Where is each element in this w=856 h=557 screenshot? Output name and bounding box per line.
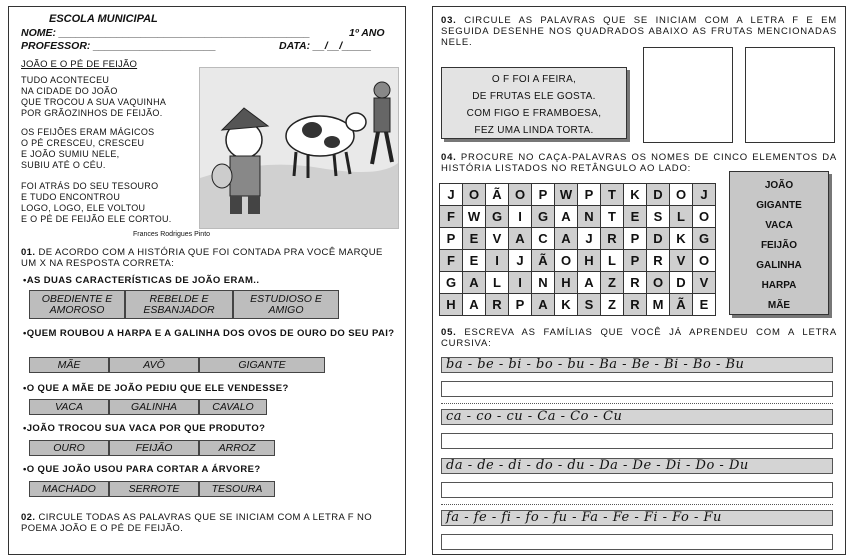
grid-row	[440, 228, 716, 250]
grid-cell[interactable]: E	[624, 206, 647, 228]
grid-row	[440, 206, 716, 228]
grid-cell[interactable]: Ã	[486, 184, 509, 206]
writing-line[interactable]	[441, 381, 833, 397]
grade-label: 1º ANO	[349, 27, 385, 39]
writing-line[interactable]	[441, 534, 833, 550]
grid-cell[interactable]: P	[440, 228, 463, 250]
grid-cell[interactable]: R	[601, 228, 624, 250]
grid-cell[interactable]: T	[601, 206, 624, 228]
date-field[interactable]: DATA: __/__/_____	[279, 40, 372, 52]
grid-cell[interactable]: P	[624, 250, 647, 272]
grid-cell[interactable]: O	[693, 250, 716, 272]
grid-cell[interactable]: L	[486, 272, 509, 294]
word-list-item: FEIJÃO	[760, 240, 798, 251]
grid-cell[interactable]: A	[555, 228, 578, 250]
grid-cell[interactable]: A	[463, 272, 486, 294]
grid-cell[interactable]: Z	[601, 272, 624, 294]
question-5-text: ESCREVA AS FAMÍLIAS QUE VOCÊ JÁ APRENDEU COM A LETRA CURSIVA:	[441, 327, 837, 349]
drawing-box-2[interactable]	[745, 47, 835, 143]
word-list-item: HARPA	[761, 280, 797, 291]
grid-cell[interactable]: K	[555, 294, 578, 316]
grid-row	[440, 250, 716, 272]
answer-option[interactable]: CAVALO	[199, 399, 267, 415]
subquestion-4: •JOÃO TROCOU SUA VACA POR QUE PRODUTO?	[23, 423, 266, 434]
grid-cell[interactable]: O	[555, 250, 578, 272]
grid-cell[interactable]: R	[624, 294, 647, 316]
grid-cell[interactable]: A	[532, 294, 555, 316]
word-list-item: GIGANTE	[756, 200, 802, 211]
grid-cell[interactable]: A	[555, 206, 578, 228]
grid-cell[interactable]: S	[578, 294, 601, 316]
story-title: JOÃO E O PÉ DE FEIJÃO	[21, 59, 138, 70]
answer-option[interactable]: OURO	[29, 440, 109, 456]
grid-cell[interactable]: O	[670, 184, 693, 206]
grid-row	[440, 294, 716, 316]
answer-option[interactable]: ARROZ	[199, 440, 275, 456]
cursive-family-f: fa - fe - fi - fo - fu - Fa - Fe - Fi - Fo - Fu	[441, 510, 833, 526]
word-list-item: VACA	[765, 220, 793, 231]
grid-cell[interactable]: G	[486, 206, 509, 228]
grid-cell[interactable]: R	[647, 250, 670, 272]
verse-line: FEZ UMA LINDA TORTA.	[474, 125, 594, 136]
teacher-field[interactable]: PROFESSOR: _____________________	[21, 40, 216, 52]
grid-cell[interactable]: G	[440, 272, 463, 294]
subquestion-2: •QUEM ROUBOU A HARPA E A GALINHA DOS OVOS DE OURO DO SEU PAI?	[23, 328, 395, 339]
grid-cell[interactable]: W	[555, 184, 578, 206]
grid-cell[interactable]: K	[624, 184, 647, 206]
subquestion-2-options	[29, 357, 325, 373]
grid-cell[interactable]: O	[693, 206, 716, 228]
subquestion-1-options	[29, 290, 339, 319]
question-3-number: 03.	[441, 15, 457, 26]
grid-cell[interactable]: R	[624, 272, 647, 294]
grid-cell[interactable]: A	[463, 294, 486, 316]
grid-cell[interactable]: V	[693, 272, 716, 294]
grid-cell[interactable]: H	[440, 294, 463, 316]
jack-and-cow-illustration	[199, 67, 399, 229]
grid-cell[interactable]: E	[463, 228, 486, 250]
verse-line: O F FOI A FEIRA,	[491, 74, 577, 85]
poem-author: Frances Rodrigues Pinto	[133, 231, 211, 238]
grid-cell[interactable]: P	[509, 294, 532, 316]
writing-line[interactable]	[441, 433, 833, 449]
grid-cell[interactable]: I	[509, 272, 532, 294]
question-5	[441, 327, 837, 349]
grid-cell[interactable]: K	[670, 228, 693, 250]
grid-cell[interactable]: D	[670, 272, 693, 294]
question-2-text: CIRCULE TODAS AS PALAVRAS QUE SE INICIAM COM A LETRA F NO POEMA JOÃO E O PÉ DE FEIJÃO.	[21, 512, 373, 534]
grid-row	[440, 184, 716, 206]
cursive-family-d: da - de - di - do - du - Da - De - Di - Do - Du	[441, 458, 833, 474]
grid-cell[interactable]: D	[647, 184, 670, 206]
answer-option[interactable]: MÃE	[29, 357, 109, 373]
question-5-number: 05.	[441, 327, 457, 338]
word-search-grid	[439, 183, 716, 316]
word-list-item: MÃE	[767, 300, 791, 311]
poem-stanza-1: TUDO ACONTECEU NA CIDADE DO JOÃO QUE TROCOU A SUA VAQUINHA POR GRÃOZINHOS DE FEIJÃO.	[21, 75, 167, 118]
grid-cell[interactable]: M	[647, 294, 670, 316]
right-worksheet	[432, 6, 846, 555]
answer-option[interactable]: TESOURA	[199, 481, 275, 497]
subquestion-1: •AS DUAS CARACTERÍSTICAS DE JOÃO ERAM..	[23, 275, 260, 286]
grid-cell[interactable]: Ã	[532, 250, 555, 272]
question-1	[21, 247, 401, 269]
grid-cell[interactable]: O	[509, 184, 532, 206]
word-list-item: JOÃO	[764, 180, 794, 191]
grid-cell[interactable]: N	[532, 272, 555, 294]
grid-cell[interactable]: I	[486, 250, 509, 272]
answer-option[interactable]: MACHADO	[29, 481, 109, 497]
subquestion-5: •O QUE JOÃO USOU PARA CORTAR A ÁRVORE?	[23, 464, 261, 475]
answer-option[interactable]: SERROTE	[109, 481, 199, 497]
subquestion-5-options	[29, 481, 275, 497]
grid-cell[interactable]: V	[670, 250, 693, 272]
question-4-text: PROCURE NO CAÇA-PALAVRAS OS NOMES DE CINCO ELEMENTOS DA HISTÓRIA LISTADOS NO RETÂNGULO AO LADO:	[441, 152, 837, 174]
question-1-text: DE ACORDO COM A HISTÓRIA QUE FOI CONTADA PRA VOCÊ MARQUE UM X NA RESPOSTA CORRETA:	[21, 247, 383, 269]
question-3-text: CIRCULE AS PALAVRAS QUE SE INICIAM COM A LETRA F E EM SEGUIDA DESENHE NOS QUADRADOS ABAIXO AS FRUTAS MENCIONADAS NELE.	[441, 15, 837, 48]
grid-cell[interactable]: L	[670, 206, 693, 228]
dotted-guide	[441, 403, 833, 404]
grid-cell[interactable]: A	[578, 272, 601, 294]
verse-line: COM FIGO E FRAMBOESA,	[466, 108, 602, 119]
subquestion-3-options	[29, 399, 267, 415]
dotted-guide	[441, 504, 833, 505]
grid-cell[interactable]: A	[509, 228, 532, 250]
poem-stanza-2: OS FEIJÕES ERAM MÁGICOS O PÉ CRESCEU, CRESCEU E JOÃO SUMIU NELE, SUBIU ATÉ O CÉU.	[21, 127, 155, 170]
grid-cell[interactable]: J	[578, 228, 601, 250]
answer-option[interactable]: FEIJÃO	[109, 440, 199, 456]
answer-option[interactable]: AVÔ	[109, 357, 199, 373]
grid-cell[interactable]: E	[693, 294, 716, 316]
name-field[interactable]: NOME: ___________________________________________	[21, 27, 311, 39]
grid-cell[interactable]: F	[440, 206, 463, 228]
grid-cell[interactable]: J	[440, 184, 463, 206]
writing-line[interactable]	[441, 482, 833, 498]
grid-cell[interactable]: J	[693, 184, 716, 206]
grid-cell[interactable]: O	[647, 272, 670, 294]
grid-cell[interactable]: O	[463, 184, 486, 206]
cursive-family-c: ca - co - cu - Ca - Co - Cu	[441, 409, 833, 425]
verse-box	[441, 67, 627, 139]
answer-option[interactable]: GIGANTE	[199, 357, 325, 373]
answer-option[interactable]: VACA	[29, 399, 109, 415]
grid-cell[interactable]: G	[532, 206, 555, 228]
grid-cell[interactable]: P	[578, 184, 601, 206]
grid-cell[interactable]: J	[509, 250, 532, 272]
question-1-number: 01.	[21, 247, 36, 258]
grid-cell[interactable]: V	[486, 228, 509, 250]
answer-option[interactable]: REBELDE E ESBANJADOR	[125, 290, 233, 319]
grid-cell[interactable]: E	[463, 250, 486, 272]
grid-cell[interactable]: Z	[601, 294, 624, 316]
question-2-number: 02.	[21, 512, 36, 523]
question-3	[441, 15, 837, 48]
subquestion-4-options	[29, 440, 275, 456]
word-list-item: GALINHA	[756, 260, 802, 271]
grid-cell[interactable]: D	[647, 228, 670, 250]
grid-cell[interactable]: Ã	[670, 294, 693, 316]
grid-cell[interactable]: G	[693, 228, 716, 250]
cursive-family-b: ba - be - bi - bo - bu - Ba - Be - Bi - Bo - Bu	[441, 357, 833, 373]
drawing-box-1[interactable]	[643, 47, 733, 143]
grid-cell[interactable]: N	[578, 206, 601, 228]
grid-cell[interactable]: I	[509, 206, 532, 228]
subquestion-3: •O QUE A MÃE DE JOÃO PEDIU QUE ELE VENDESSE?	[23, 383, 289, 394]
verse-line: DE FRUTAS ELE GOSTA.	[472, 91, 596, 102]
school-title: ESCOLA MUNICIPAL	[49, 13, 158, 25]
grid-cell[interactable]: P	[532, 184, 555, 206]
grid-cell[interactable]: T	[601, 184, 624, 206]
grid-cell[interactable]: F	[440, 250, 463, 272]
answer-option[interactable]: ESTUDIOSO E AMIGO	[233, 290, 339, 319]
grid-cell[interactable]: W	[463, 206, 486, 228]
grid-cell[interactable]: P	[624, 228, 647, 250]
answer-option[interactable]: GALINHA	[109, 399, 199, 415]
grid-cell[interactable]: H	[555, 272, 578, 294]
question-2	[21, 512, 401, 534]
answer-option[interactable]: OBEDIENTE E AMOROSO	[29, 290, 125, 319]
word-list-box	[729, 171, 829, 315]
grid-cell[interactable]: H	[578, 250, 601, 272]
grid-cell[interactable]: L	[601, 250, 624, 272]
question-4-number: 04.	[441, 152, 457, 163]
grid-cell[interactable]: C	[532, 228, 555, 250]
poem-stanza-3: FOI ATRÁS DO SEU TESOURO E TUDO ENCONTROU LOGO, LOGO, ELE VOLTOU E O PÉ DE FEIJÃO ELE CORTOU.	[21, 181, 172, 224]
grid-cell[interactable]: S	[647, 206, 670, 228]
grid-cell[interactable]: R	[486, 294, 509, 316]
grid-row	[440, 272, 716, 294]
left-worksheet	[8, 6, 406, 555]
